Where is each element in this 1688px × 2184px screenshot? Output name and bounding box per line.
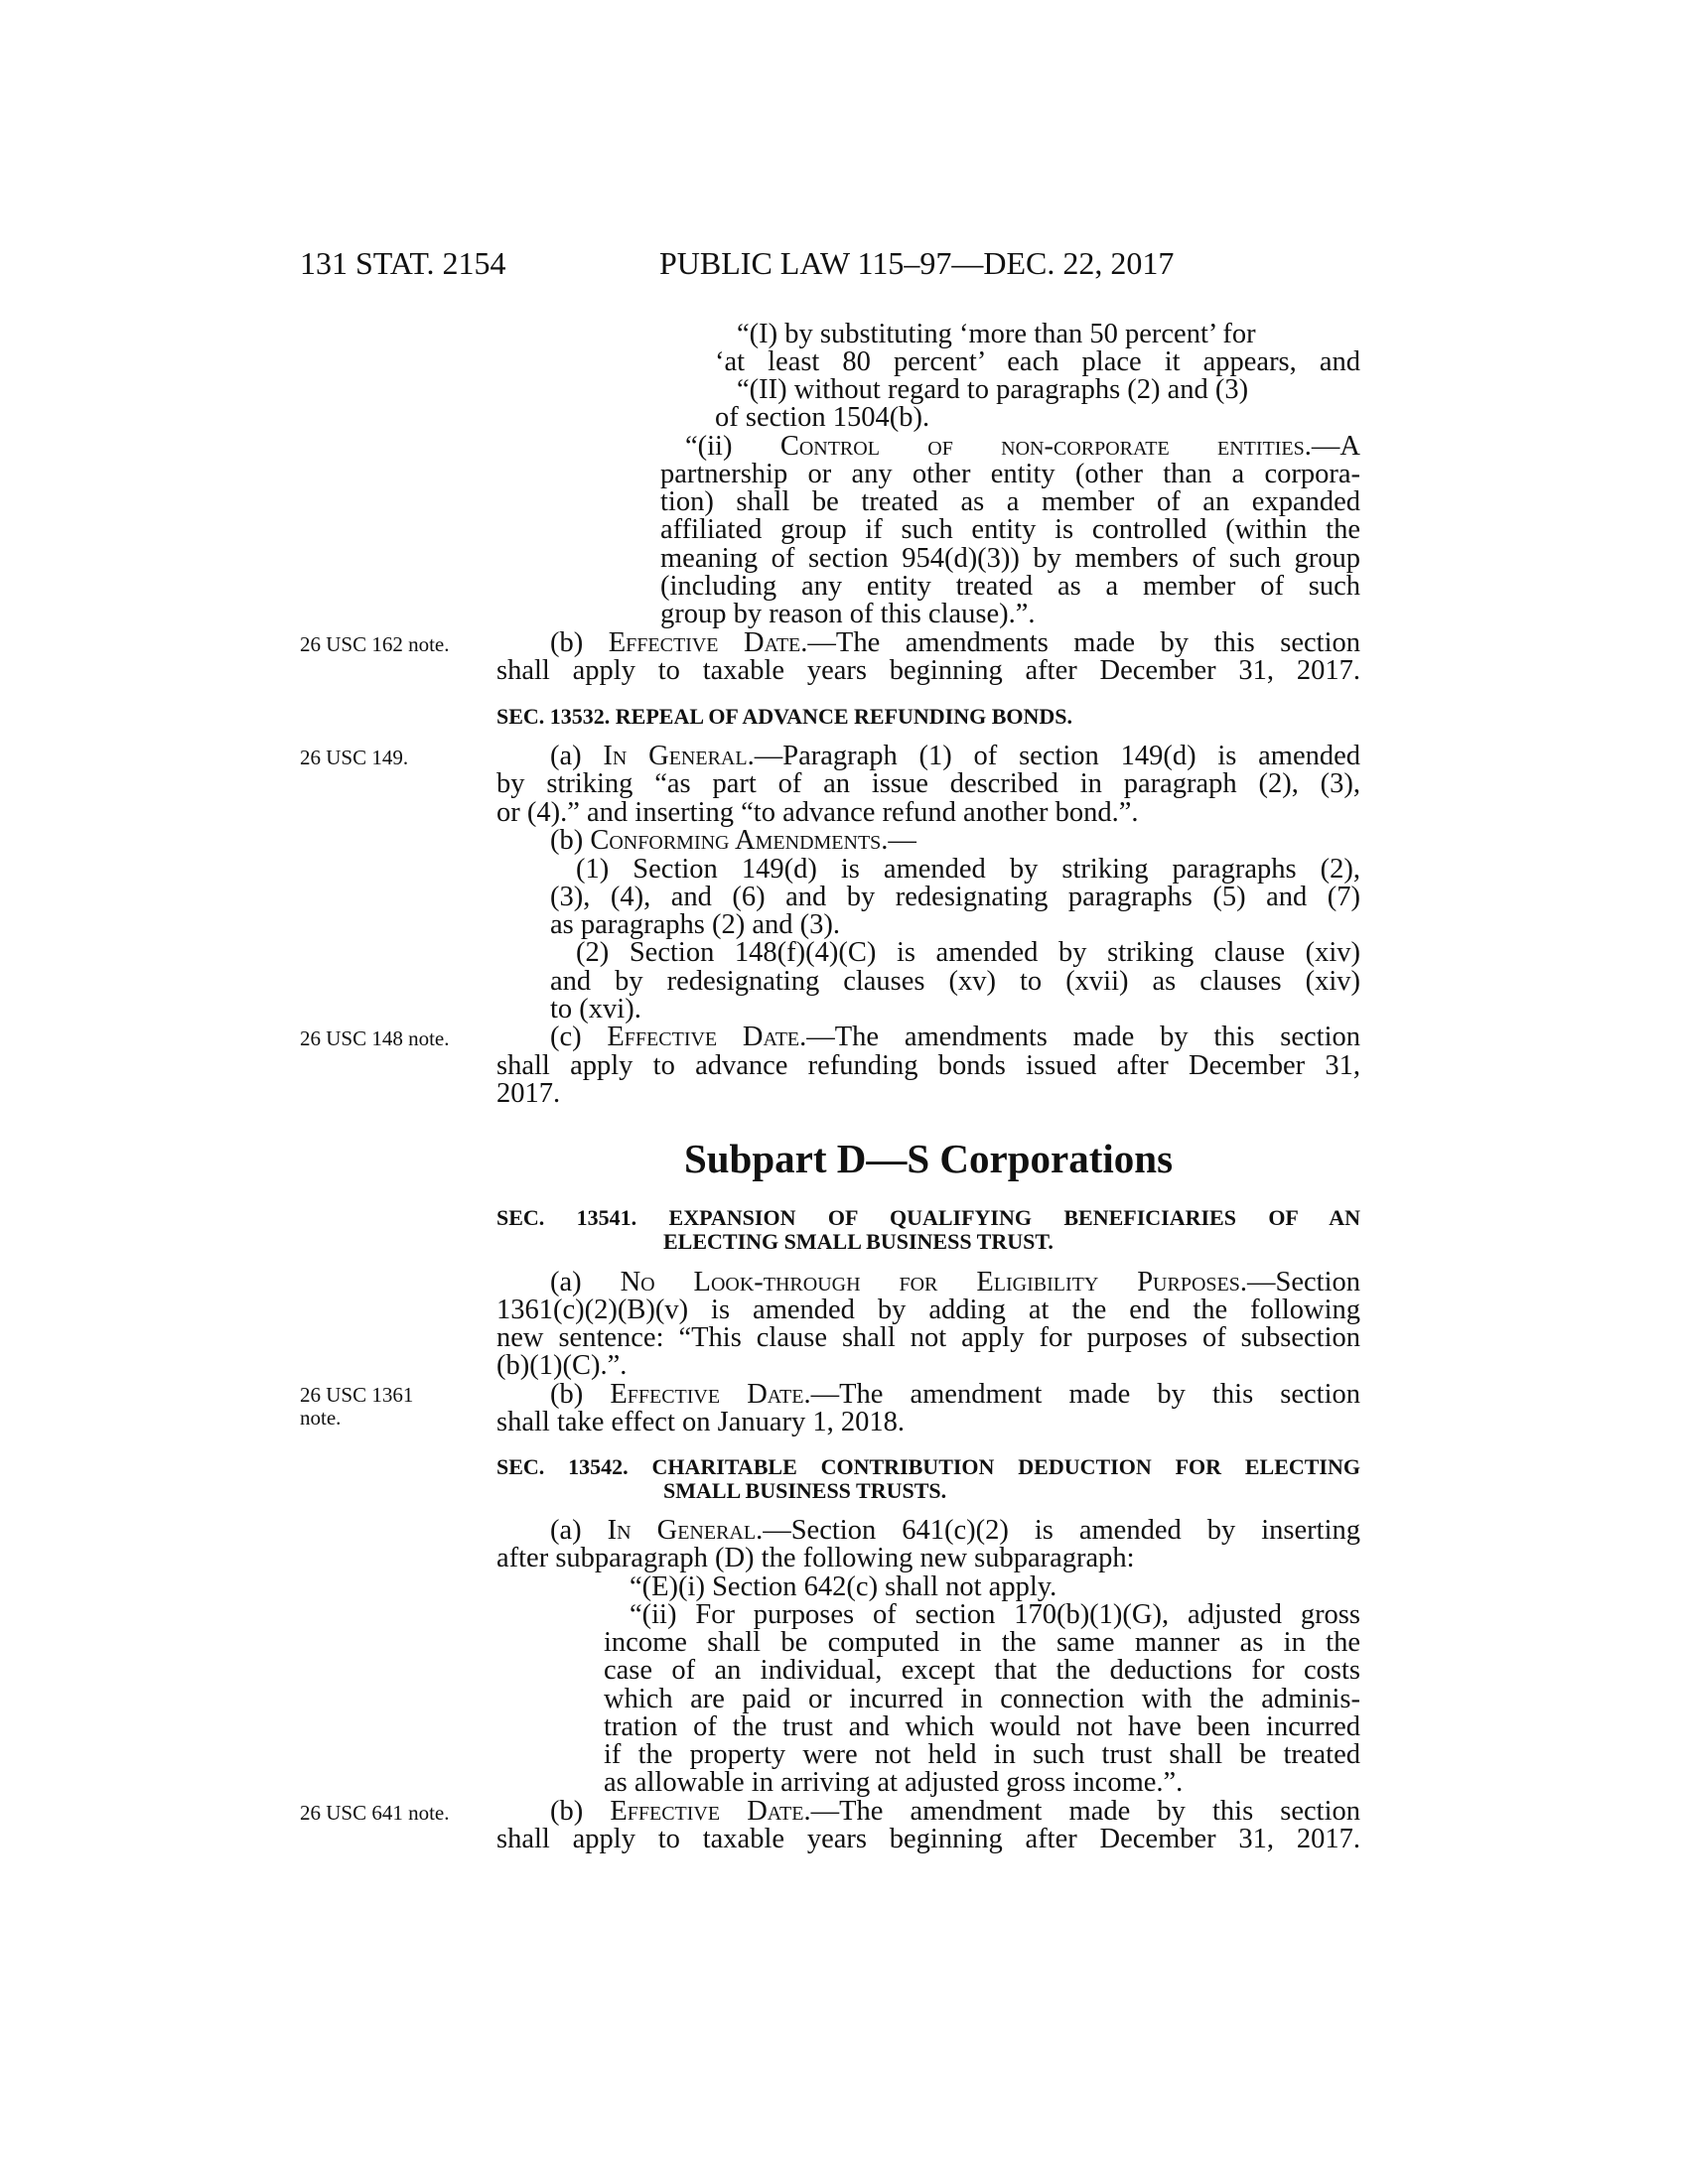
- margin-note-1361: [300, 1384, 413, 1430]
- subpart-title: Subpart D—S Corporations: [683, 1136, 1174, 1181]
- section-13542-heading-line2: SMALL BUSINESS TRUSTS.: [663, 1478, 947, 1503]
- sec13541-b-prefix: (b): [550, 1379, 611, 1410]
- sec13532-b2-line1: (2) Section 148(f)(4)(C) is amended by striking clause (xiv): [576, 937, 1360, 968]
- clause-ii-heading-line: [685, 433, 1360, 461]
- section-13542-heading-line1: SEC. 13542. CHARITABLE CONTRIBUTION DEDUCTION FOR ELECTING: [496, 1454, 1360, 1479]
- clause-ii-line3: tion) shall be treated as a member of an expanded: [660, 486, 1360, 517]
- sec13542-E-line4: case of an individual, except that the deductions for costs: [604, 1655, 1360, 1686]
- sec13532-a-suffix: .—Paragraph (1) of section 149(d) is amended: [747, 741, 1360, 771]
- clause-ii-suffix: .—A: [1304, 431, 1360, 462]
- sec13542-b-line2: shall apply to taxable years beginning after December 31, 2017.: [496, 1824, 1360, 1854]
- sec13542-a-line1: [550, 1517, 1360, 1545]
- margin-note-149: 26 USC 149.: [300, 746, 409, 769]
- margin-note-1361-line2: note.: [300, 1406, 342, 1430]
- effective-date-prefix: (b): [550, 627, 609, 658]
- clause-ii-line7: group by reason of this clause).”.: [660, 599, 1036, 629]
- sec13542-a-line2: after subparagraph (D) the following new subparagraph:: [496, 1543, 1135, 1573]
- sec13542-b-line1: [550, 1798, 1360, 1826]
- effective-date-caption: Effective Date: [608, 627, 801, 658]
- subpart-heading: [496, 1138, 1360, 1179]
- sec13532-b-caption: Conforming Amendments: [590, 825, 882, 856]
- sec13542-a-caption: In General: [607, 1515, 757, 1546]
- sec13542-b-caption: Effective Date: [610, 1796, 804, 1827]
- clause-ii-line4: affiliated group if such entity is controlled (within the: [660, 514, 1360, 545]
- sec13542-a-prefix: (a): [550, 1515, 608, 1546]
- sec13532-c-line1: [550, 1024, 1360, 1051]
- sec13541-a-line4: (b)(1)(C).”.: [496, 1350, 628, 1381]
- sec13532-a-caption: In General: [603, 741, 748, 771]
- page-title: PUBLIC LAW 115–97—DEC. 22, 2017: [659, 245, 1175, 281]
- sec13542-E-line7: if the property were not held in such trust shall be treated: [604, 1739, 1360, 1770]
- sec13532-b-suffix: .—: [881, 825, 916, 856]
- clause-I-line1: “(I) by substituting ‘more than 50 percent’ for: [737, 319, 1256, 349]
- sec13541-b-line1: [550, 1381, 1360, 1409]
- clause-II-line1: “(II) without regard to paragraphs (2) and (3): [737, 374, 1249, 405]
- sec13532-c-line2: shall apply to advance refunding bonds issued after December 31,: [496, 1050, 1360, 1081]
- page-reference: 131 STAT. 2154: [300, 245, 506, 281]
- clause-ii-prefix: “(ii): [685, 431, 780, 462]
- sec13532-a-line1: [550, 743, 1360, 770]
- sec13541-a-line3: new sentence: “This clause shall not apply for purposes of subsection: [496, 1322, 1360, 1353]
- sec13532-a-prefix: (a): [550, 741, 604, 771]
- sec13541-a-prefix: (a): [550, 1267, 621, 1297]
- sec13532-b1-line3: as paragraphs (2) and (3).: [550, 909, 840, 940]
- sec13532-c-line3: 2017.: [496, 1078, 561, 1109]
- sec13541-b-suffix: .—The amendment made by this section: [803, 1379, 1360, 1410]
- sec13532-b-prefix: (b): [550, 825, 591, 856]
- clause-ii-caption: Control of non-corporate entities: [779, 431, 1305, 462]
- sec13532-c-suffix: .—The amendments made by this section: [799, 1022, 1360, 1052]
- sec13532-c-prefix: (c): [550, 1022, 608, 1052]
- margin-note-641: 26 USC 641 note.: [300, 1801, 450, 1825]
- sec13532-b2-line2: and by redesignating clauses (xv) to (xvii) as clauses (xiv): [550, 966, 1360, 997]
- sec13532-a-line3: or (4).” and inserting “to advance refund another bond.”.: [496, 797, 1139, 828]
- clause-ii-line5: meaning of section 954(d)(3)) by members of such group: [660, 543, 1360, 574]
- sec13541-a-suffix: .—Section: [1239, 1267, 1360, 1297]
- sec13542-E-line8: as allowable in arriving at adjusted gross income.”.: [604, 1767, 1184, 1798]
- clause-ii-line2: partnership or any other entity (other than a corpora-: [660, 459, 1360, 489]
- sec13532-b1-line2: (3), (4), and (6) and by redesignating paragraphs (5) and (7): [550, 882, 1360, 912]
- sec13542-b-suffix: .—The amendment made by this section: [803, 1796, 1360, 1827]
- sec13542-b-prefix: (b): [550, 1796, 611, 1827]
- sec13532-a-line2: by striking “as part of an issue described in paragraph (2), (3),: [496, 768, 1360, 799]
- margin-note-1361-line1: 26 USC 1361: [300, 1383, 414, 1407]
- sec13542-E-line5: which are paid or incurred in connection with the adminis-: [604, 1684, 1360, 1714]
- sec13542-a-suffix: .—Section 641(c)(2) is amended by inserting: [756, 1515, 1360, 1546]
- sec13541-a-line1: [550, 1269, 1360, 1297]
- clause-II-line2: of section 1504(b).: [715, 402, 930, 433]
- sec13532-b1-line1: (1) Section 149(d) is amended by striking paragraphs (2),: [576, 854, 1360, 885]
- effective-date-line2: shall apply to taxable years beginning after December 31, 2017.: [496, 655, 1360, 686]
- section-13532-heading: SEC. 13532. REPEAL OF ADVANCE REFUNDING BONDS.: [496, 704, 1073, 729]
- clause-I-line2: ‘at least 80 percent’ each place it appears, and: [715, 346, 1360, 377]
- effective-date-suffix: .—The amendments made by this section: [800, 627, 1360, 658]
- section-13541-heading-line2: ELECTING SMALL BUSINESS TRUST.: [663, 1229, 1054, 1254]
- sec13542-E-line3: income shall be computed in the same manner as in the: [604, 1627, 1360, 1658]
- sec13541-b-caption: Effective Date: [610, 1379, 804, 1410]
- sec13541-b-line2: shall take effect on January 1, 2018.: [496, 1407, 906, 1437]
- sec13532-c-caption: Effective Date: [607, 1022, 800, 1052]
- margin-note-148: 26 USC 148 note.: [300, 1026, 450, 1050]
- margin-note-162: 26 USC 162 note.: [300, 632, 450, 656]
- sec13542-E-line1: “(E)(i) Section 642(c) shall not apply.: [630, 1571, 1057, 1602]
- sec13532-b2-line3: to (xvi).: [550, 994, 641, 1024]
- sec13532-b-heading: [550, 827, 916, 855]
- sec13542-E-line6: tration of the trust and which would not have been incurred: [604, 1711, 1360, 1742]
- sec13542-E-line2: “(ii) For purposes of section 170(b)(1)(G), adjusted gross: [630, 1599, 1360, 1630]
- effective-date-line1: [550, 629, 1360, 657]
- sec13541-a-line2: 1361(c)(2)(B)(v) is amended by adding at the end the following: [496, 1295, 1360, 1325]
- clause-ii-line6: (including any entity treated as a member of such: [660, 571, 1360, 602]
- section-13541-heading-line1: SEC. 13541. EXPANSION OF QUALIFYING BENEFICIARIES OF AN: [496, 1205, 1360, 1230]
- sec13541-a-caption: No Look-through for Eligibility Purposes: [620, 1267, 1240, 1297]
